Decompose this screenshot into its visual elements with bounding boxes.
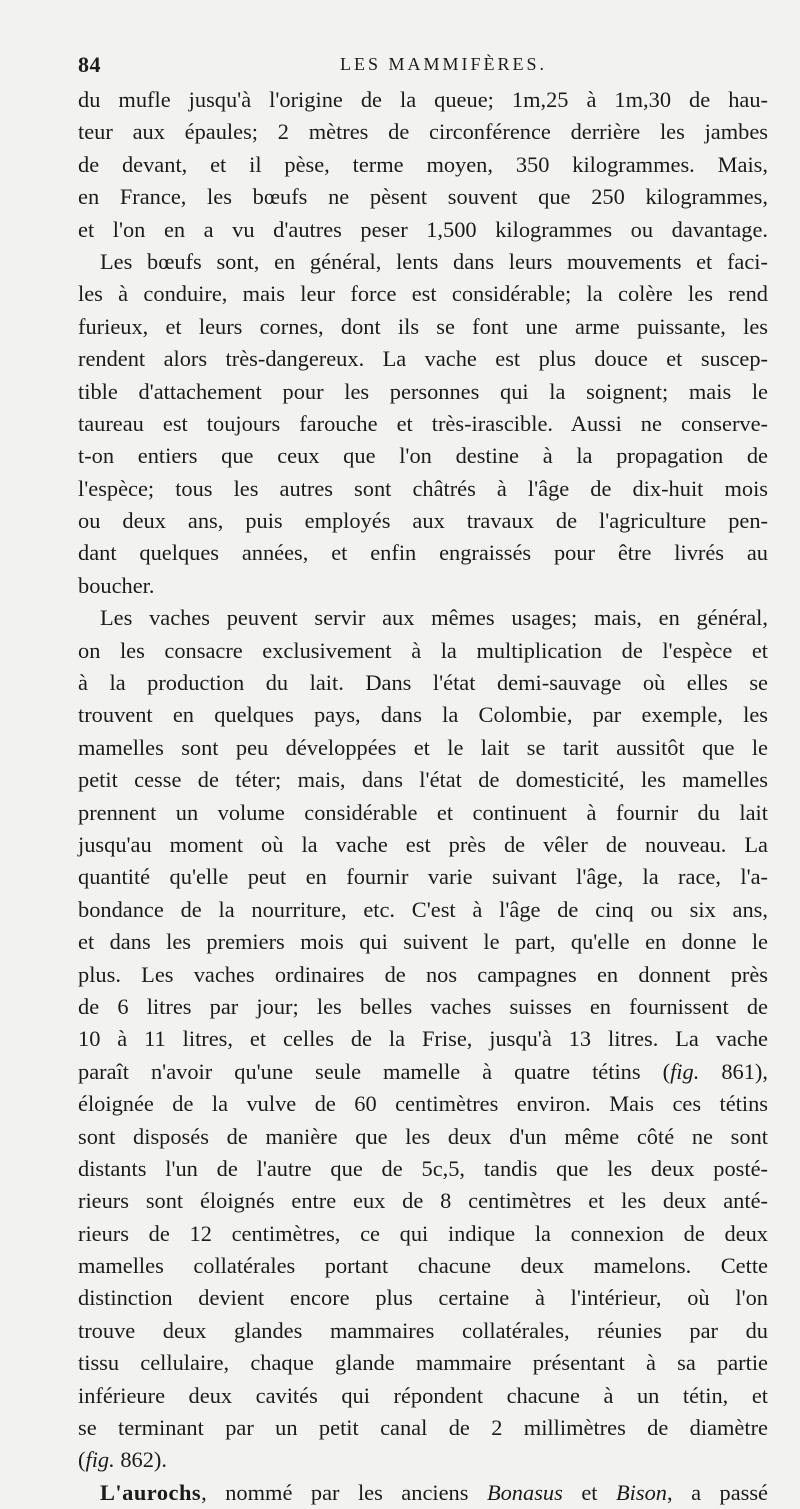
text-line: inférieure deux cavités qui répondent chacune à un tétin, et (78, 1382, 768, 1408)
figure-ref-number: 862). (114, 1447, 167, 1473)
text-segment: ( (78, 1447, 86, 1473)
text-line: tible d'attachement pour les personnes qui la soignent; mais le (78, 378, 768, 404)
species-name: Bison (615, 1479, 667, 1505)
text-line: Les bœufs sont, en général, lents dans leurs mouvements et faci- (100, 248, 768, 274)
text-line: rendent alors très-dangereux. La vache est plus douce et suscep- (78, 346, 768, 372)
text-line-with-figure-ref (78, 1056, 768, 1088)
text-segment: , nommé par les anciens (201, 1479, 487, 1505)
text-line: rieurs sont éloignés entre eux de 8 centimètres et les deux anté- (78, 1188, 768, 1214)
text-line: 10 à 11 litres, et celles de la Frise, jusqu'à 13 litres. La vache (78, 1026, 768, 1052)
figure-ref-number: 861), (699, 1058, 768, 1084)
text-line: jusqu'au moment où la vache est près de vêler de nouveau. La (78, 831, 768, 857)
page-header (78, 52, 772, 82)
text-line: boucher. (78, 572, 155, 598)
text-line-with-figure-ref (78, 1444, 768, 1476)
text-line: prennent un volume considérable et continuent à fournir du lait (78, 799, 768, 825)
text-line: Les vaches peuvent servir aux mêmes usages; mais, en général, (100, 605, 768, 631)
text-line: et dans les premiers mois qui suivent le part, qu'elle en donne le (78, 929, 768, 955)
text-line: t-on entiers que ceux que l'on destine à la propagation de (78, 443, 768, 469)
text-line: de devant, et il pèse, terme moyen, 350 kilogrammes. Mais, (78, 151, 768, 177)
text-line: mamelles collatérales portant chacune deux mamelons. Cette (78, 1253, 768, 1279)
text-line: mamelles sont peu développées et le lait se tarit aussitôt que le (78, 734, 768, 760)
text-line: plus. Les vaches ordinaires de nos campagnes en donnent près (78, 961, 768, 987)
page-number: 84 (78, 52, 101, 77)
text-line: trouve deux glandes mammaires collatérales, réunies par du (78, 1317, 768, 1343)
text-segment: et (562, 1479, 616, 1505)
text-line: rieurs de 12 centimètres, ce qui indique la connexion de deux (78, 1220, 768, 1246)
species-name: Bonasus (486, 1479, 563, 1505)
figure-ref-label: fig. (670, 1058, 700, 1084)
text-line: ou deux ans, puis employés aux travaux de l'agriculture pen- (78, 508, 768, 534)
text-line: dant quelques années, et enfin engraissés pour être livrés au (78, 540, 768, 566)
text-line: distinction devient encore plus certaine à l'intérieur, où l'on (78, 1285, 768, 1311)
text-line: bondance de la nourriture, etc. C'est à l'âge de cinq ou six ans, (78, 896, 768, 922)
text-segment: paraît n'avoir qu'une seule mamelle à quatre tétins ( (78, 1058, 671, 1084)
running-title: LES MAMMIFÈRES. (340, 54, 548, 74)
text-line: de 6 litres par jour; les belles vaches suisses en fournissent de (78, 993, 768, 1019)
body-text (78, 84, 768, 1509)
text-line: teur aux épaules; 2 mètres de circonférence derrière les jambes (78, 119, 768, 145)
text-line: on les consacre exclusivement à la multiplication de l'espèce et (78, 637, 768, 663)
text-line: furieux, et leurs cornes, dont ils se font une arme puissante, les (78, 313, 768, 339)
text-line: quantité qu'elle peut en fournir varie suivant l'âge, la race, l'a- (78, 864, 768, 890)
text-line: à la production du lait. Dans l'état demi-sauvage où elles se (78, 670, 768, 696)
text-line: trouvent en quelques pays, dans la Colombie, par exemple, les (78, 702, 768, 728)
text-line: les à conduire, mais leur force est considérable; la colère les rend (78, 281, 768, 307)
text-line: tissu cellulaire, chaque glande mammaire présentant à sa partie (78, 1350, 768, 1376)
text-line: éloignée de la vulve de 60 centimètres environ. Mais ces tétins (78, 1091, 768, 1117)
text-line: taureau est toujours farouche et très-irascible. Aussi ne conserve- (78, 410, 768, 436)
text-line: et l'on en a vu d'autres peser 1,500 kilogrammes ou davantage. (78, 216, 768, 242)
text-line: petit cesse de téter; mais, dans l'état de domesticité, les mamelles (78, 767, 768, 793)
text-line-aurochs (78, 1477, 768, 1509)
text-line: sont disposés de manière que les deux d'un même côté ne sont (78, 1123, 768, 1149)
aurochs-heading: L'aurochs (100, 1479, 202, 1505)
text-line: en France, les bœufs ne pèsent souvent que 250 kilogrammes, (78, 184, 768, 210)
text-line: se terminant par un petit canal de 2 millimètres de diamètre (78, 1415, 768, 1441)
figure-ref-label: fig. (85, 1447, 115, 1473)
text-line: du mufle jusqu'à l'origine de la queue; 1m,25 à 1m,30 de hau- (78, 87, 768, 112)
text-line: l'espèce; tous les autres sont châtrés à l'âge de dix-huit mois (78, 475, 768, 501)
text-segment: , a passé (666, 1479, 768, 1505)
text-line: distants l'un de l'autre que de 5c,5, tandis que les deux posté- (78, 1155, 768, 1181)
